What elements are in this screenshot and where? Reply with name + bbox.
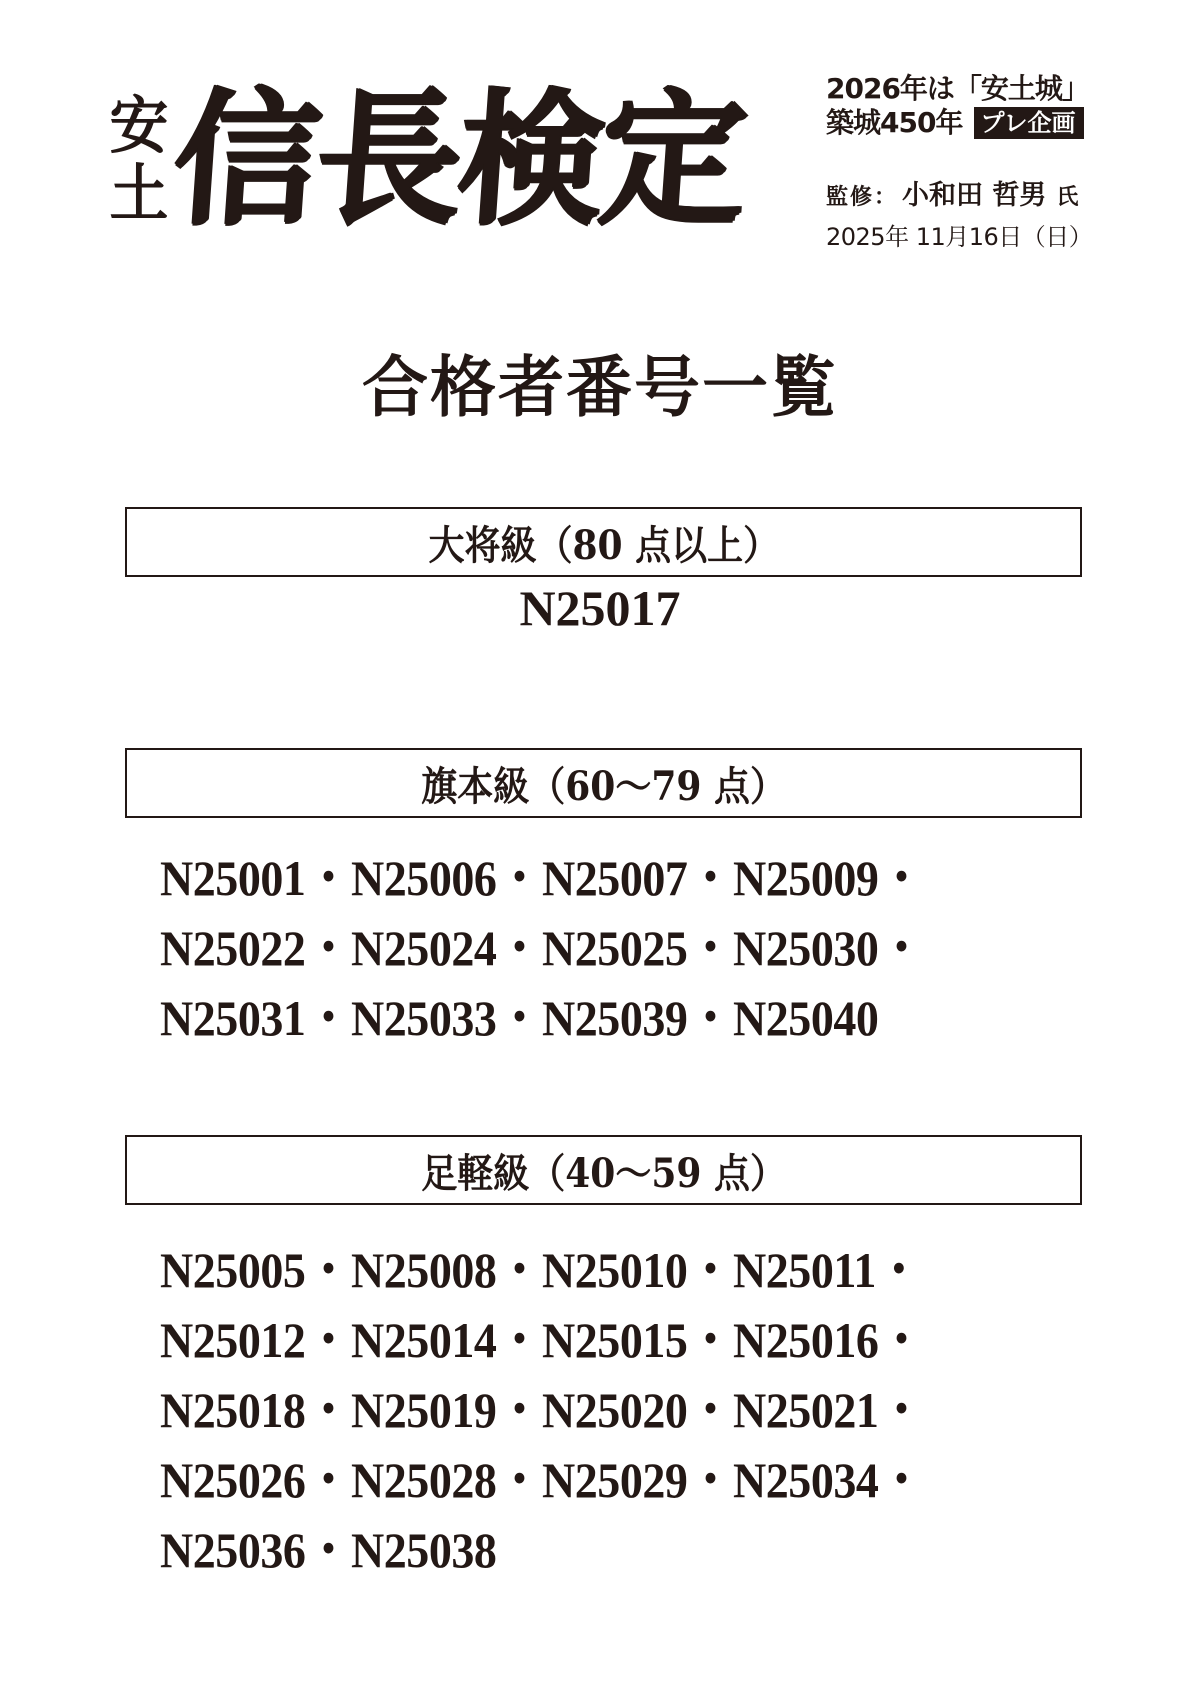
passer-list-line (160, 1515, 1100, 1585)
supervisor-name: 小和田 哲男 (902, 180, 1047, 211)
passer-list-line (160, 1235, 1100, 1305)
grade-heading-hatamoto (125, 748, 1082, 818)
grade-heading-text: 足軽級（40〜59 点） (421, 1149, 786, 1197)
page-title: 合格者番号一覧 (362, 349, 838, 426)
passer-list-hatamoto (160, 843, 1100, 1053)
pre-event-badge: プレ企画 (974, 107, 1083, 139)
supervisor (826, 180, 1078, 214)
passer-numbers: N25026・N25028・N25029・N25034・ (160, 1452, 925, 1508)
passer-numbers: N25005・N25008・N25010・N25011・ (160, 1242, 922, 1298)
passer-numbers: N25001・N25006・N25007・N25009・ (160, 850, 925, 906)
logo-prefix-char-1: 安 (109, 89, 167, 162)
grade-heading-text: 大将級（80 点以上） (428, 521, 779, 569)
supervisor-suffix: 氏 (1056, 185, 1079, 210)
passer-list-line (160, 1375, 1100, 1445)
passer-list-line (160, 983, 1100, 1053)
passer-numbers: N25018・N25019・N25020・N25021・ (160, 1382, 925, 1438)
passer-numbers: N25031・N25033・N25039・N25040 (160, 990, 879, 1046)
passer-numbers: N25036・N25038 (160, 1522, 497, 1578)
supervisor-label: 監修： (826, 185, 899, 210)
grade-heading-taisho (125, 507, 1082, 577)
passer-list-line (160, 843, 1100, 913)
grade-heading-text: 旗本級（60〜79 点） (421, 762, 786, 810)
passer-list-line (160, 1305, 1100, 1375)
logo (108, 70, 749, 250)
promo-line-1: 2026年は「安土城」 (826, 72, 1089, 105)
promo-block (826, 72, 1156, 140)
logo-prefix (109, 89, 167, 230)
exam-date: 2025年 11月16日（日） (826, 223, 1093, 251)
promo-anniversary: 築城450年 (826, 106, 963, 139)
passer-numbers: N25022・N25024・N25025・N25030・ (160, 920, 925, 976)
passer-list-line (160, 1445, 1100, 1515)
passer-list-line (160, 913, 1100, 983)
logo-prefix-char-2: 土 (109, 157, 167, 230)
grade-heading-ashigaru (125, 1135, 1082, 1205)
passer-list-ashigaru (160, 1235, 1100, 1585)
logo-title: 信長検定 (168, 74, 749, 245)
passer-number: N25017 (519, 580, 681, 636)
passer-numbers: N25012・N25014・N25015・N25016・ (160, 1312, 925, 1368)
promo-line-2 (826, 106, 1156, 140)
